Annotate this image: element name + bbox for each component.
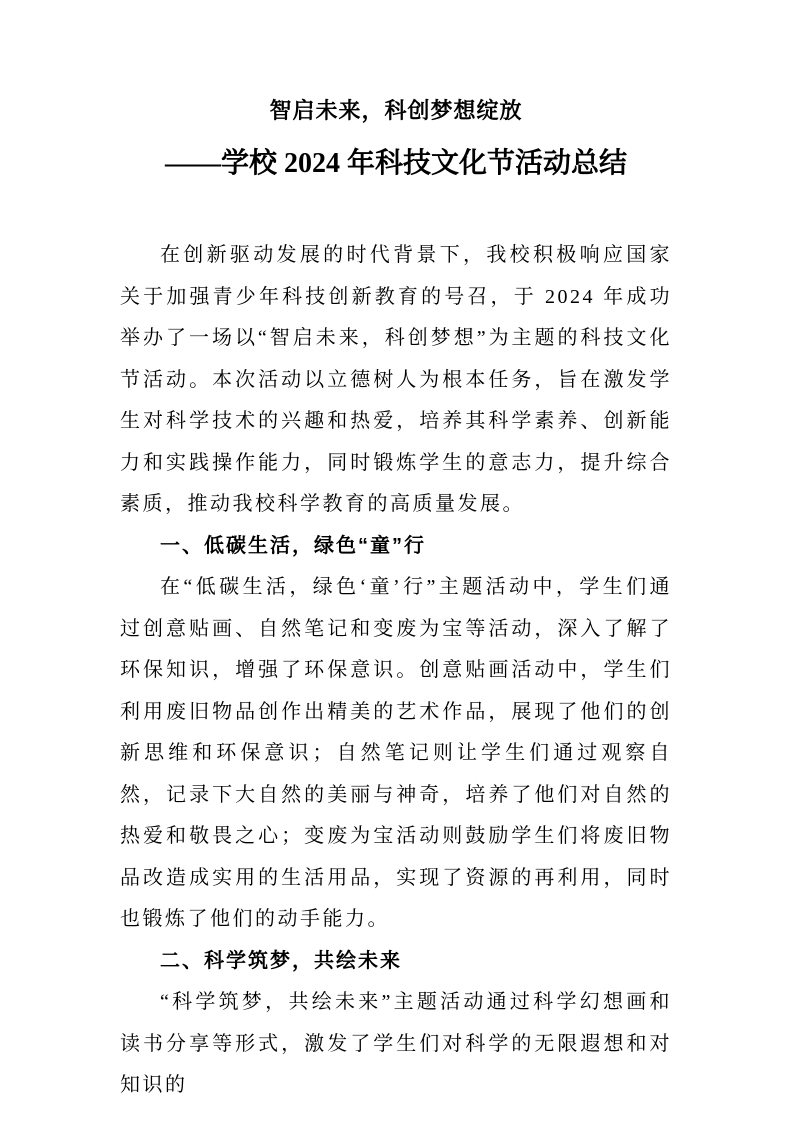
paragraph: 在“低碳生活，绿色‘童’行”主题活动中，学生们通过创意贴画、自然笔记和变废为宝等活动，深入了解了环保知识，增强了环保意识。创意贴画活动中，学生们利用废旧物品创作出精美的艺术作品，展现了他们的创新思维和环保意识；自然笔记则让学生们通过观察自然，记录下大自然的美丽与神奇，培养了他们对自然的热爱和敬畏之心；变废为宝活动则鼓励学生们将废旧物品改造成实用的生活用品，实现了资源的再利用，同时也锻炼了他们的动手能力。 (120, 576, 672, 930)
document-body (120, 235, 672, 1107)
section-heading: 一、低碳生活，绿色“童”行 (160, 534, 426, 557)
document-title: 智启未来，科创梦想绽放 (269, 98, 523, 123)
section-heading: 二、科学筑梦，共绘未来 (160, 949, 402, 972)
document-subtitle: ——学校 2024 年科技文化节活动总结 (164, 148, 627, 179)
paragraph: 在创新驱动发展的时代背景下，我校积极响应国家关于加强青少年科技创新教育的号召，于 2024 年成功举办了一场以“智启未来，科创梦想”为主题的科技文化节活动。本次活动以立德树人为根本任务，旨在激发学生对科学技术的兴趣和热爱，培养其科学素养、创新能力和实践操作能力，同时锻炼学生的意志力，提升综合素质，推动我校科学教育的高质量发展。 (120, 244, 672, 515)
paragraph: “科学筑梦，共绘未来”主题活动通过科学幻想画和读书分享等形式，激发了学生们对科学的无限遐想和对知识的 (120, 991, 672, 1096)
